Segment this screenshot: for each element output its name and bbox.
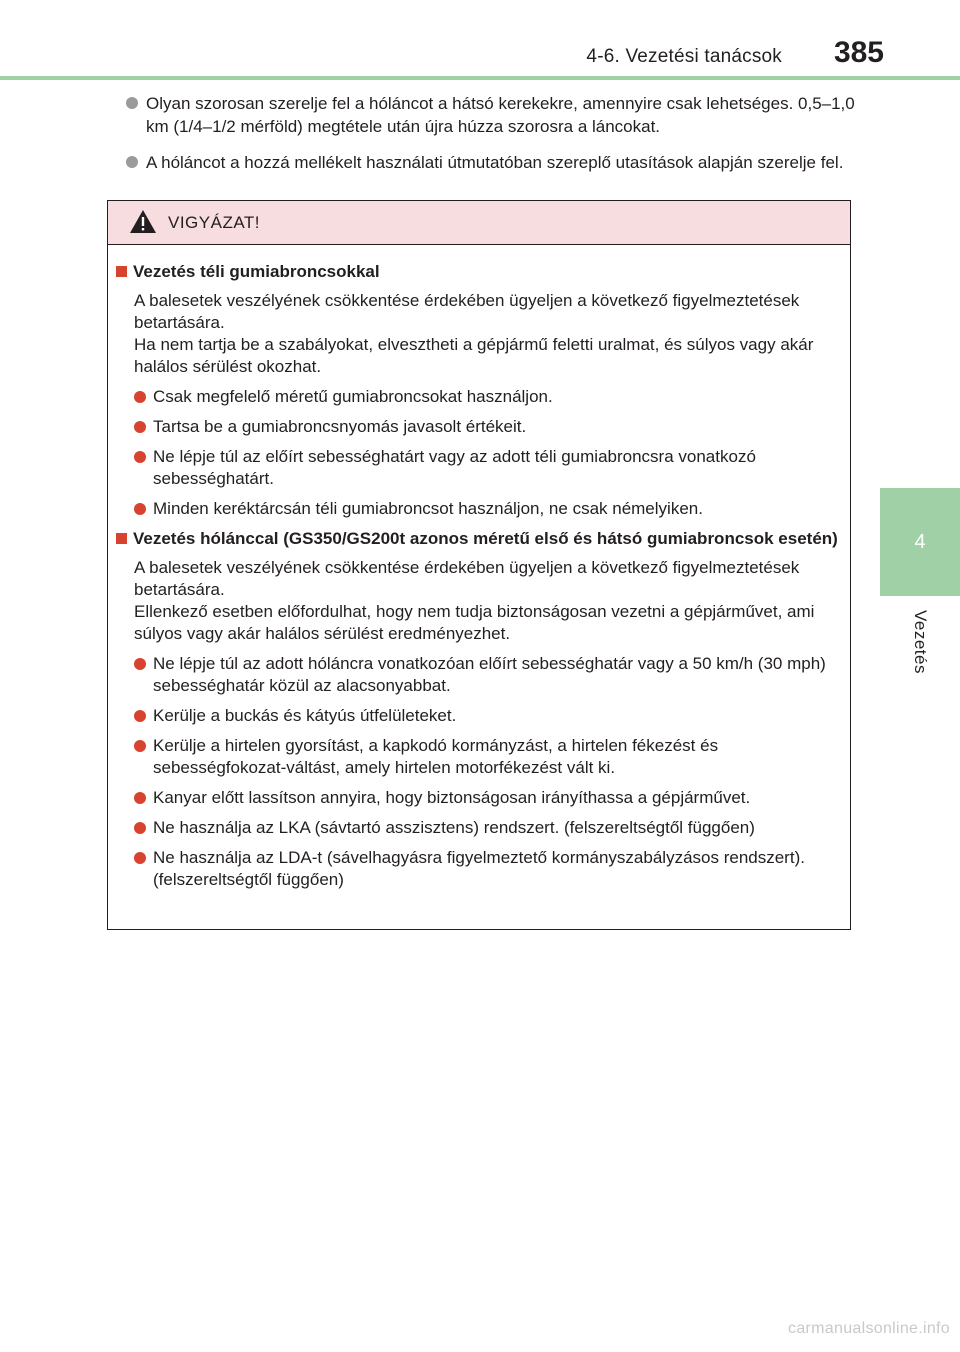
list-item-text: Ne lépje túl az adott hóláncra vonatkozóan előírt sebességhatár vagy a 50 km/h (30 mph) sebességhatár közül az alacsonyabbat. xyxy=(153,654,826,695)
subheading-text: Vezetés téli gumiabroncsokkal xyxy=(133,262,380,281)
paragraph xyxy=(116,557,842,645)
paragraph-line: Ha nem tartja be a szabályokat, elvesztheti a gépjármű feletti uralmat, és súlyos vagy akár halálos sérülést okozhat. xyxy=(134,335,814,376)
list-item xyxy=(116,705,842,727)
list-item-text: Ne használja az LKA (sávtartó asszisztens) rendszert. (felszereltségtől függően) xyxy=(153,818,755,837)
paragraph-line: A balesetek veszélyének csökkentése érdekében ügyeljen a következő figyelmeztetések betartására. xyxy=(134,291,800,332)
list-item-text: A hóláncot a hozzá mellékelt használati útmutatóban szereplő utasítások alapján szerelje fel. xyxy=(146,153,844,172)
list-item xyxy=(116,817,842,839)
watermark: carmanualsonline.info xyxy=(788,1320,950,1337)
list-item-text: Olyan szorosan szerelje fel a hóláncot a hátsó kerekekre, amennyire csak lehetséges. 0,5–1,0 km (1/4–1/2 mérföld) megtétele után újra húzza szorosra a láncokat. xyxy=(146,94,855,136)
bullet-dot-icon xyxy=(134,451,146,463)
list-item xyxy=(126,92,856,138)
bullet-dot-icon xyxy=(134,852,146,864)
list-item-text: Kanyar előtt lassítson annyira, hogy biztonságosan irányíthassa a gépjárművet. xyxy=(153,788,751,807)
bullet-dot-icon xyxy=(134,391,146,403)
list-item xyxy=(116,416,842,438)
page-number: 385 xyxy=(833,36,884,69)
list-item-text: Ne lépje túl az előírt sebességhatárt vagy az adott téli gumiabroncsra vonatkozó sebességhatárt. xyxy=(153,447,756,488)
paragraph xyxy=(116,290,842,378)
bullet-dot-icon xyxy=(126,97,138,109)
chapter-tab-label-text: Vezetés xyxy=(911,610,930,674)
list-item-text: Kerülje a buckás és kátyús útfelületeket. xyxy=(153,706,457,725)
bullet-dot-icon xyxy=(126,156,138,168)
square-bullet-icon xyxy=(116,533,127,544)
warning-subheading xyxy=(116,261,842,283)
list-item xyxy=(126,151,856,174)
list-item-text: Ne használja az LDA-t (sávelhagyásra figyelmeztető kormányszabályzásos rendszert). (felszereltségtől függően) xyxy=(153,848,805,889)
list-item xyxy=(116,653,842,697)
chapter-tab-number: 4 xyxy=(880,488,960,596)
subheading-text: Vezetés hólánccal (GS350/GS200t azonos méretű első és hátsó gumiabroncsok esetén) xyxy=(133,529,838,548)
header-rule xyxy=(0,76,960,80)
bullet-dot-icon xyxy=(134,658,146,670)
warning-box xyxy=(107,200,851,930)
list-item xyxy=(116,847,842,891)
paragraph-line: A balesetek veszélyének csökkentése érdekében ügyeljen a következő figyelmeztetések betartására. xyxy=(134,558,800,599)
list-item xyxy=(116,498,842,520)
bullet-dot-icon xyxy=(134,822,146,834)
list-item-text: Csak megfelelő méretű gumiabroncsokat használjon. xyxy=(153,387,553,406)
square-bullet-icon xyxy=(116,266,127,277)
list-item-text: Minden keréktárcsán téli gumiabroncsot használjon, ne csak némelyiken. xyxy=(153,499,703,518)
list-item-text: Kerülje a hirtelen gyorsítást, a kapkodó kormányzást, a hirtelen fékezést és sebességfokozat-váltást, amely hirtelen motorfékezést vált ki. xyxy=(153,736,719,777)
warning-body xyxy=(108,245,850,891)
bullet-dot-icon xyxy=(134,421,146,433)
warning-subheading xyxy=(116,528,842,550)
bullet-dot-icon xyxy=(134,710,146,722)
list-item xyxy=(116,787,842,809)
list-item xyxy=(116,446,842,490)
bullet-dot-icon xyxy=(134,503,146,515)
top-bullet-list xyxy=(126,92,856,187)
list-item xyxy=(116,735,842,779)
list-item xyxy=(116,386,842,408)
bullet-dot-icon xyxy=(134,792,146,804)
warning-triangle-icon xyxy=(130,210,156,233)
section-title: 4-6. Vezetési tanácsok xyxy=(586,46,782,67)
warning-header xyxy=(108,201,850,245)
bullet-dot-icon xyxy=(134,740,146,752)
chapter-tab-label xyxy=(880,600,960,684)
list-item-text: Tartsa be a gumiabroncsnyomás javasolt értékeit. xyxy=(153,417,527,436)
warning-title: VIGYÁZAT! xyxy=(168,213,261,232)
paragraph-line: Ellenkező esetben előfordulhat, hogy nem tudja biztonságosan vezetni a gépjárművet, ami súlyos vagy akár halálos sérülést eredményezhet. xyxy=(134,602,815,643)
